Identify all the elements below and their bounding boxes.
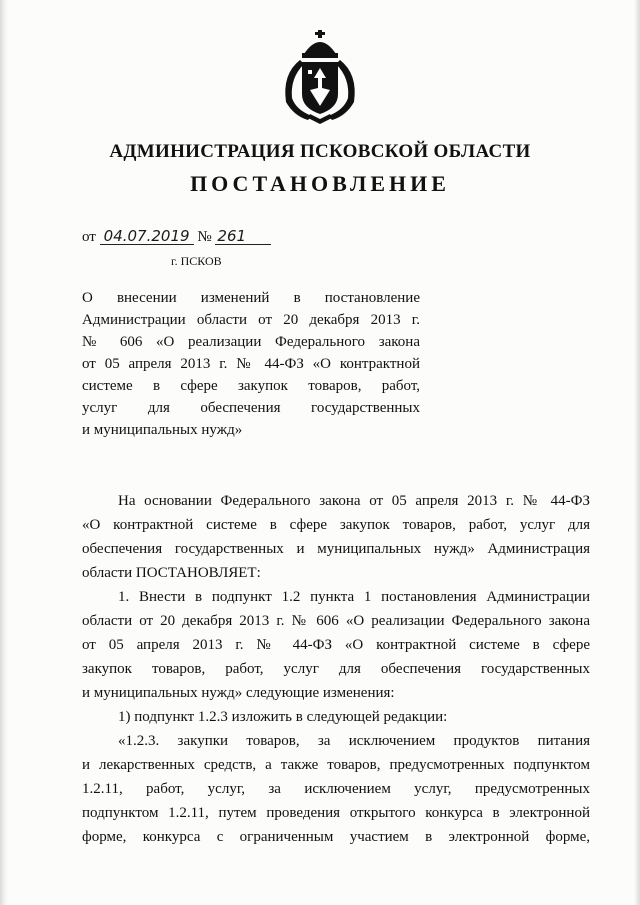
body-line: 1) подпункт 1.2.3 изложить в следующей редакции: (118, 709, 448, 725)
body-line: обеспечения государственных и муниципальных нужд» Администрация (82, 541, 590, 557)
body-line: области ПОСТАНОВЛЯЕТ: (82, 565, 261, 581)
subject-line: услуг для обеспечения государственных (82, 400, 420, 416)
body-line: области от 20 декабря 2013 г. № 606 «О реализации Федерального закона (82, 613, 590, 629)
scan-edge-left (0, 0, 8, 905)
body-line: «1.2.3. закупки товаров, за исключением продуктов питания (118, 733, 590, 749)
body-line: и лекарственных средств, а также товаров, предусмотренных подпунктом (82, 757, 590, 773)
subject-line: от 05 апреля 2013 г. № 44-ФЗ «О контрактной (82, 356, 420, 372)
subject-block (82, 287, 420, 441)
document-body (82, 489, 590, 849)
subject-line: № 606 «О реализации Федерального закона (82, 334, 420, 350)
subject-line: О внесении изменений в постановление (82, 290, 420, 306)
number-prefix: № (197, 229, 212, 245)
date-prefix: от (82, 229, 96, 245)
subject-line: и муниципальных нужд» (82, 422, 243, 438)
body-line: 1.2.11, работ, услуг, за исключением услуг, предусмотренных (82, 781, 590, 797)
body-line: форме, конкурса с ограниченным участием в электронной форме, (82, 829, 590, 845)
body-line: подпунктом 1.2.11, путем проведения открытого конкурса в электронной (82, 805, 590, 821)
city-label: г. ПСКОВ (171, 254, 222, 268)
date-number-line (82, 229, 271, 246)
body-line: и муниципальных нужд» следующие изменения: (82, 685, 395, 701)
subject-line: Администрации области от 20 декабря 2013 г. (82, 312, 420, 328)
scan-edge-right (634, 0, 640, 905)
document-type-title: ПОСТАНОВЛЕНИЕ (190, 171, 450, 196)
organization-title: АДМИНИСТРАЦИЯ ПСКОВСКОЙ ОБЛАСТИ (109, 141, 531, 162)
handwritten-number: 261 (215, 229, 271, 245)
handwritten-date: 04.07.2019 (100, 229, 194, 245)
subject-line: системе в сфере закупок товаров, работ, (82, 378, 420, 394)
pskov-oblast-coat-of-arms-icon (274, 24, 366, 128)
body-line: 1. Внести в подпункт 1.2 пункта 1 постановления Администрации (118, 589, 590, 605)
body-line: закупок товаров, работ, услуг для обеспечения государственных (82, 661, 590, 677)
body-line: от 05 апреля 2013 г. № 44-ФЗ «О контрактной системе в сфере (82, 637, 590, 653)
body-line: «О контрактной системе в сфере закупок товаров, работ, услуг для (82, 517, 590, 533)
body-line: На основании Федерального закона от 05 апреля 2013 г. № 44-ФЗ (118, 493, 590, 509)
